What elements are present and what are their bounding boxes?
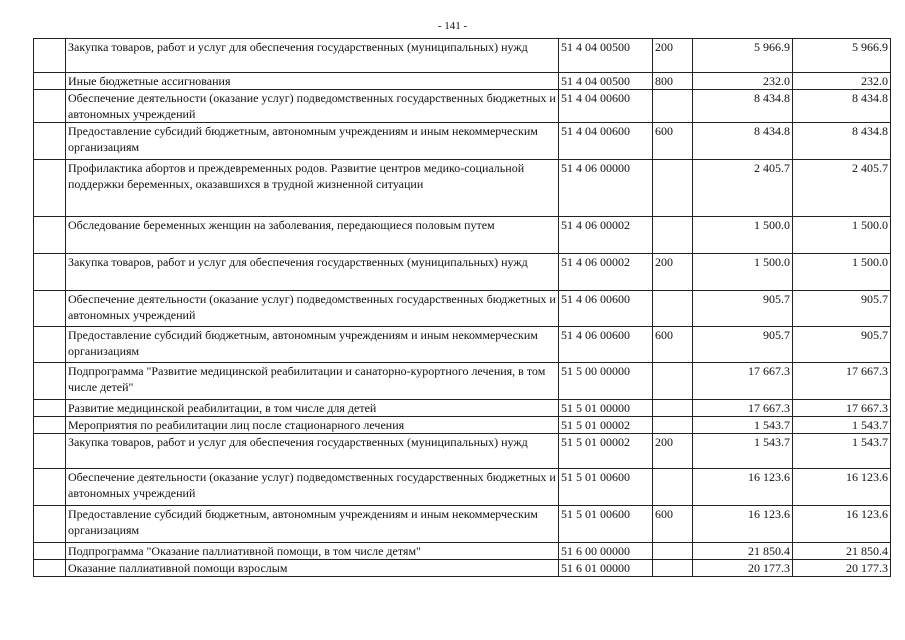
row-margin-cell [34, 434, 66, 469]
budget-code-cell: 51 6 00 00000 [559, 543, 653, 560]
page-number: - 141 - [437, 20, 468, 32]
item-name-cell: Профилактика абортов и преждевременных родов. Развитие центров медико-социальной поддержки беременных, оказавшихся в трудной жизненной ситуации [66, 160, 559, 217]
table-row [34, 400, 891, 417]
item-name-cell: Обеспечение деятельности (оказание услуг) подведомственных государственных бюджетных и автономных учреждений [66, 469, 559, 506]
budget-code-cell: 51 5 01 00000 [559, 400, 653, 417]
table-row [34, 506, 891, 543]
amount-1-cell: 20 177.3 [693, 560, 793, 577]
amount-1-cell: 905.7 [693, 291, 793, 327]
budget-code-cell: 51 4 06 00002 [559, 217, 653, 254]
expense-type-cell: 200 [653, 39, 693, 73]
expense-type-cell: 200 [653, 254, 693, 291]
budget-code-cell: 51 4 04 00600 [559, 123, 653, 160]
table-row [34, 363, 891, 400]
amount-1-cell: 16 123.6 [693, 469, 793, 506]
table-row [34, 160, 891, 217]
expense-type-cell [653, 543, 693, 560]
budget-table-body [34, 39, 891, 577]
item-name-cell: Мероприятия по реабилитации лиц после стационарного лечения [66, 417, 559, 434]
amount-1-cell: 905.7 [693, 327, 793, 363]
budget-code-cell: 51 6 01 00000 [559, 560, 653, 577]
table-row [34, 417, 891, 434]
amount-2-cell: 905.7 [793, 291, 891, 327]
item-name-cell: Иные бюджетные ассигнования [66, 73, 559, 90]
expense-type-cell [653, 469, 693, 506]
budget-code-cell: 51 4 06 00600 [559, 327, 653, 363]
amount-2-cell: 1 500.0 [793, 254, 891, 291]
budget-code-cell: 51 4 04 00500 [559, 39, 653, 73]
item-name-cell: Обеспечение деятельности (оказание услуг) подведомственных государственных бюджетных и автономных учреждений [66, 291, 559, 327]
expense-type-cell [653, 90, 693, 123]
table-row [34, 39, 891, 73]
row-margin-cell [34, 73, 66, 90]
amount-2-cell: 20 177.3 [793, 560, 891, 577]
budget-code-cell: 51 4 06 00600 [559, 291, 653, 327]
expense-type-cell: 600 [653, 327, 693, 363]
amount-2-cell: 8 434.8 [793, 90, 891, 123]
row-margin-cell [34, 123, 66, 160]
budget-code-cell: 51 4 06 00000 [559, 160, 653, 217]
expense-type-cell: 200 [653, 434, 693, 469]
amount-1-cell: 1 543.7 [693, 434, 793, 469]
item-name-cell: Закупка товаров, работ и услуг для обеспечения государственных (муниципальных) нужд [66, 254, 559, 291]
amount-2-cell: 2 405.7 [793, 160, 891, 217]
budget-code-cell: 51 5 01 00002 [559, 434, 653, 469]
budget-code-cell: 51 5 00 00000 [559, 363, 653, 400]
amount-1-cell: 232.0 [693, 73, 793, 90]
amount-2-cell: 5 966.9 [793, 39, 891, 73]
amount-2-cell: 8 434.8 [793, 123, 891, 160]
item-name-cell: Предоставление субсидий бюджетным, автономным учреждениям и иным некоммерческим организациям [66, 123, 559, 160]
table-row [34, 291, 891, 327]
amount-2-cell: 232.0 [793, 73, 891, 90]
expense-type-cell: 600 [653, 506, 693, 543]
amount-1-cell: 1 543.7 [693, 417, 793, 434]
amount-2-cell: 16 123.6 [793, 469, 891, 506]
row-margin-cell [34, 39, 66, 73]
item-name-cell: Подпрограмма "Оказание паллиативной помощи, в том числе детям" [66, 543, 559, 560]
amount-1-cell: 8 434.8 [693, 90, 793, 123]
amount-1-cell: 1 500.0 [693, 217, 793, 254]
budget-code-cell: 51 5 01 00002 [559, 417, 653, 434]
item-name-cell: Предоставление субсидий бюджетным, автономным учреждениям и иным некоммерческим организациям [66, 327, 559, 363]
row-margin-cell [34, 543, 66, 560]
table-row [34, 90, 891, 123]
amount-1-cell: 16 123.6 [693, 506, 793, 543]
budget-code-cell: 51 5 01 00600 [559, 506, 653, 543]
item-name-cell: Оказание паллиативной помощи взрослым [66, 560, 559, 577]
table-row [34, 560, 891, 577]
amount-1-cell: 21 850.4 [693, 543, 793, 560]
amount-2-cell: 16 123.6 [793, 506, 891, 543]
amount-1-cell: 1 500.0 [693, 254, 793, 291]
row-margin-cell [34, 363, 66, 400]
budget-code-cell: 51 5 01 00600 [559, 469, 653, 506]
expense-type-cell [653, 363, 693, 400]
amount-1-cell: 2 405.7 [693, 160, 793, 217]
expense-type-cell: 800 [653, 73, 693, 90]
table-row [34, 543, 891, 560]
row-margin-cell [34, 160, 66, 217]
table-row [34, 434, 891, 469]
amount-2-cell: 1 500.0 [793, 217, 891, 254]
amount-2-cell: 21 850.4 [793, 543, 891, 560]
amount-2-cell: 17 667.3 [793, 400, 891, 417]
table-row [34, 73, 891, 90]
expense-type-cell [653, 560, 693, 577]
expense-type-cell [653, 217, 693, 254]
row-margin-cell [34, 506, 66, 543]
budget-code-cell: 51 4 04 00500 [559, 73, 653, 90]
amount-1-cell: 17 667.3 [693, 363, 793, 400]
expense-type-cell [653, 400, 693, 417]
table-row [34, 254, 891, 291]
amount-1-cell: 8 434.8 [693, 123, 793, 160]
budget-code-cell: 51 4 06 00002 [559, 254, 653, 291]
row-margin-cell [34, 469, 66, 506]
amount-2-cell: 1 543.7 [793, 434, 891, 469]
row-margin-cell [34, 327, 66, 363]
expense-type-cell [653, 160, 693, 217]
amount-2-cell: 905.7 [793, 327, 891, 363]
amount-2-cell: 17 667.3 [793, 363, 891, 400]
row-margin-cell [34, 254, 66, 291]
expense-type-cell [653, 291, 693, 327]
row-margin-cell [34, 217, 66, 254]
item-name-cell: Закупка товаров, работ и услуг для обеспечения государственных (муниципальных) нужд [66, 434, 559, 469]
item-name-cell: Закупка товаров, работ и услуг для обеспечения государственных (муниципальных) нужд [66, 39, 559, 73]
table-row [34, 217, 891, 254]
budget-code-cell: 51 4 04 00600 [559, 90, 653, 123]
item-name-cell: Развитие медицинской реабилитации, в том числе для детей [66, 400, 559, 417]
expense-type-cell: 600 [653, 123, 693, 160]
table-row [34, 327, 891, 363]
item-name-cell: Подпрограмма "Развитие медицинской реабилитации и санаторно-курортного лечения, в том числе детей" [66, 363, 559, 400]
row-margin-cell [34, 560, 66, 577]
amount-1-cell: 17 667.3 [693, 400, 793, 417]
expense-type-cell [653, 417, 693, 434]
row-margin-cell [34, 400, 66, 417]
item-name-cell: Предоставление субсидий бюджетным, автономным учреждениям и иным некоммерческим организациям [66, 506, 559, 543]
row-margin-cell [34, 90, 66, 123]
budget-table [33, 38, 891, 577]
table-row [34, 123, 891, 160]
table-row [34, 469, 891, 506]
amount-1-cell: 5 966.9 [693, 39, 793, 73]
row-margin-cell [34, 417, 66, 434]
item-name-cell: Обследование беременных женщин на заболевания, передающиеся половым путем [66, 217, 559, 254]
amount-2-cell: 1 543.7 [793, 417, 891, 434]
item-name-cell: Обеспечение деятельности (оказание услуг) подведомственных государственных бюджетных и автономных учреждений [66, 90, 559, 123]
row-margin-cell [34, 291, 66, 327]
